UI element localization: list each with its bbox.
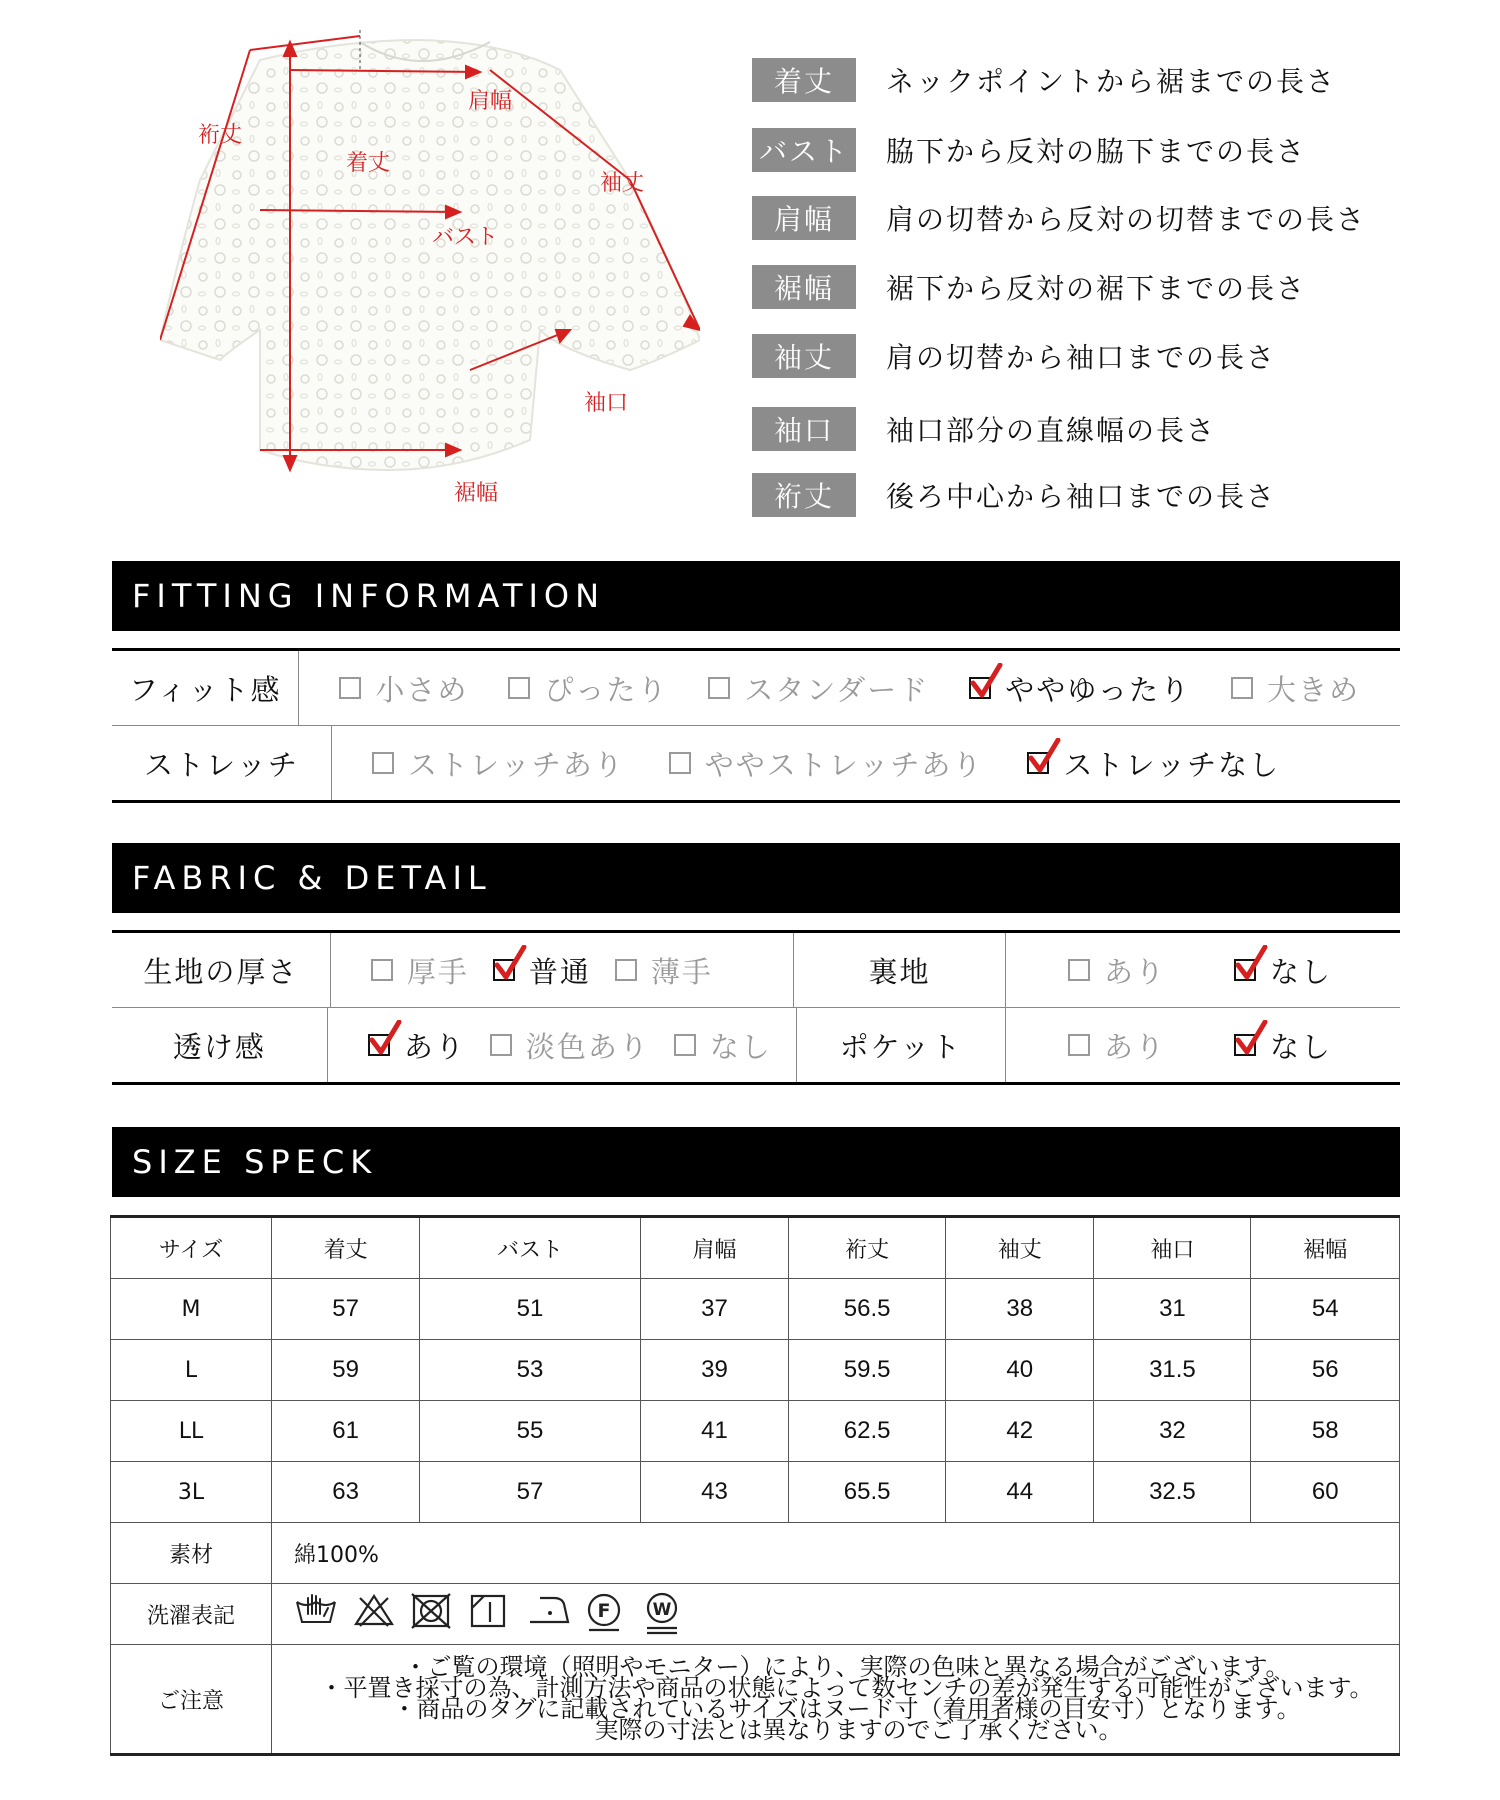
table-cell: 37 xyxy=(640,1279,788,1340)
legend-item xyxy=(752,473,1276,517)
option-item[interactable] xyxy=(708,668,929,709)
table-cell: 59.5 xyxy=(789,1340,946,1401)
wash-row xyxy=(111,1584,1400,1645)
option-label: 厚手 xyxy=(406,954,469,989)
legend-desc: 脇下から反対の脇下までの長さ xyxy=(886,135,1307,168)
checkbox[interactable] xyxy=(372,752,394,774)
notes-row xyxy=(111,1645,1400,1755)
option-label: あり xyxy=(403,1029,466,1064)
legend-desc: 肩の切替から反対の切替までの長さ xyxy=(886,203,1367,236)
table-cell: 61 xyxy=(272,1401,420,1462)
size-table xyxy=(110,1215,1400,1756)
legend-desc: 肩の切替から袖口までの長さ xyxy=(886,341,1277,374)
table-cell: LL xyxy=(111,1401,272,1462)
table-header-cell: バスト xyxy=(420,1217,641,1279)
iron-low-icon xyxy=(526,1592,570,1636)
option-label: 薄手 xyxy=(650,954,713,989)
section-title-size: SIZE SPECK xyxy=(112,1127,1400,1197)
stretch-label: ストレッチ xyxy=(112,726,332,800)
table-cell: M xyxy=(111,1279,272,1340)
thickness-options xyxy=(331,933,794,1007)
pocket-label: ポケット xyxy=(797,1008,1006,1082)
checked-checkbox[interactable] xyxy=(1234,959,1256,981)
table-cell: 55 xyxy=(420,1401,641,1462)
hand-wash-icon xyxy=(294,1592,338,1636)
table-cell: 39 xyxy=(640,1340,788,1401)
table-header-cell: 肩幅 xyxy=(640,1217,788,1279)
table-header-row xyxy=(111,1217,1400,1279)
fitting-table xyxy=(112,648,1400,803)
stretch-row xyxy=(112,725,1400,800)
checkbox[interactable] xyxy=(615,959,637,981)
table-cell: 60 xyxy=(1251,1462,1400,1523)
fit-options xyxy=(299,651,1400,725)
table-cell: L xyxy=(111,1340,272,1401)
legend-desc: ネックポイントから裾までの長さ xyxy=(886,65,1337,98)
red-check-icon xyxy=(1027,738,1061,774)
notes-label: ご注意 xyxy=(111,1645,272,1755)
no-bleach-icon xyxy=(352,1592,396,1636)
option-label: なし xyxy=(709,1029,772,1064)
option-label: 小さめ xyxy=(375,672,469,707)
section-title-fitting: FITTING INFORMATION xyxy=(112,561,1400,631)
legend-tag: 肩幅 xyxy=(752,196,856,240)
checkbox[interactable] xyxy=(371,959,393,981)
fabric-table xyxy=(112,930,1400,1085)
lining-options xyxy=(1006,933,1400,1007)
option-item[interactable] xyxy=(339,668,468,709)
legend-item xyxy=(752,334,1276,378)
label-kitake: 着丈 xyxy=(346,151,391,176)
svg-text:W: W xyxy=(652,1600,672,1620)
legend-desc: 袖口部分の直線幅の長さ xyxy=(886,414,1217,447)
red-check-icon xyxy=(969,663,1003,699)
table-header-cell: サイズ xyxy=(111,1217,272,1279)
table-cell: 53 xyxy=(420,1340,641,1401)
section-title-fabric-text: FABRIC & DETAIL xyxy=(132,859,492,897)
legend-desc: 後ろ中心から袖口までの長さ xyxy=(886,480,1277,513)
label-yukitake: 裄丈 xyxy=(198,123,243,148)
wash-icons-cell xyxy=(272,1584,1400,1645)
checkbox[interactable] xyxy=(339,677,361,699)
legend-tag: 裾幅 xyxy=(752,265,856,309)
lining-label: 裏地 xyxy=(794,933,1006,1007)
checked-checkbox[interactable] xyxy=(969,677,991,699)
option-item[interactable] xyxy=(1231,668,1360,709)
checked-checkbox[interactable] xyxy=(1027,752,1049,774)
legend-tag: 袖丈 xyxy=(752,334,856,378)
table-cell: 3L xyxy=(111,1462,272,1523)
option-item[interactable] xyxy=(372,743,625,784)
checkbox[interactable] xyxy=(490,1034,512,1056)
table-cell: 31.5 xyxy=(1094,1340,1251,1401)
table-header-cell: 裾幅 xyxy=(1251,1217,1400,1279)
table-cell: 65.5 xyxy=(789,1462,946,1523)
svg-text:F: F xyxy=(597,1600,611,1622)
option-item[interactable] xyxy=(493,950,591,991)
red-check-icon xyxy=(1234,1020,1268,1056)
checkbox[interactable] xyxy=(708,677,730,699)
legend-item xyxy=(752,196,1366,240)
checkbox[interactable] xyxy=(1068,1034,1090,1056)
table-cell: 57 xyxy=(420,1462,641,1523)
option-label: あり xyxy=(1103,1029,1166,1064)
no-tumble-dry-icon xyxy=(410,1592,454,1636)
wash-label: 洗濯表記 xyxy=(111,1584,272,1645)
thickness-label: 生地の厚さ xyxy=(112,933,331,1007)
table-cell: 63 xyxy=(272,1462,420,1523)
option-item[interactable] xyxy=(1068,950,1166,991)
checked-checkbox[interactable] xyxy=(368,1034,390,1056)
table-cell: 40 xyxy=(946,1340,1094,1401)
table-cell: 51 xyxy=(420,1279,641,1340)
option-item[interactable] xyxy=(371,950,469,991)
label-sodeguchi: 袖口 xyxy=(584,391,629,416)
material-label: 素材 xyxy=(111,1523,272,1584)
table-header-cell: 袖丈 xyxy=(946,1217,1094,1279)
red-check-icon xyxy=(368,1020,402,1056)
option-label: 淡色あり xyxy=(525,1029,650,1064)
legend-item xyxy=(752,58,1336,102)
table-cell: 32.5 xyxy=(1094,1462,1251,1523)
option-item[interactable] xyxy=(1068,1025,1166,1066)
checkbox[interactable] xyxy=(508,677,530,699)
table-row xyxy=(111,1462,1400,1523)
option-label: ぴったり xyxy=(544,672,669,707)
stretch-options xyxy=(332,726,1324,800)
note-line: ・商品のタグに記載されているサイズはヌード寸（着用者様の目安寸）となります。 xyxy=(392,1695,1301,1723)
checkbox[interactable] xyxy=(674,1034,696,1056)
table-cell: 54 xyxy=(1251,1279,1400,1340)
fit-label: フィット感 xyxy=(112,651,299,725)
checkbox[interactable] xyxy=(1068,959,1090,981)
table-cell: 59 xyxy=(272,1340,420,1401)
table-row xyxy=(111,1279,1400,1340)
table-header-cell: 袖口 xyxy=(1094,1217,1251,1279)
option-item[interactable] xyxy=(1234,950,1332,991)
note-line: ・平置き採寸の為、計測方法や商品の状態によって数センチの差が発生する可能性がございます。 xyxy=(319,1674,1374,1702)
wet-clean-w-icon xyxy=(642,1592,686,1636)
section-title-fabric xyxy=(112,843,1400,913)
table-cell: 43 xyxy=(640,1462,788,1523)
checkbox[interactable] xyxy=(1231,677,1253,699)
table-cell: 58 xyxy=(1251,1401,1400,1462)
option-item[interactable] xyxy=(669,743,984,784)
pocket-options xyxy=(1006,1008,1400,1082)
label-susohaba: 裾幅 xyxy=(454,481,499,506)
option-label: なし xyxy=(1269,954,1332,989)
material-value: 綿100% xyxy=(272,1523,1400,1584)
sheer-options xyxy=(328,1008,797,1082)
note-line: ・ご覧の環境（照明やモニター）により、実際の色味と異なる場合がございます。 xyxy=(403,1653,1290,1681)
option-label: ストレッチなし xyxy=(1063,747,1281,782)
legend-desc: 裾下から反対の裾下までの長さ xyxy=(886,272,1307,305)
red-check-icon xyxy=(493,945,527,981)
table-row xyxy=(111,1401,1400,1462)
label-katahaba: 肩幅 xyxy=(468,89,513,114)
table-cell: 42 xyxy=(946,1401,1094,1462)
option-label: あり xyxy=(1103,954,1166,989)
option-item[interactable] xyxy=(615,950,713,991)
option-label: なし xyxy=(1269,1029,1332,1064)
table-row xyxy=(111,1340,1400,1401)
option-item[interactable] xyxy=(368,1025,466,1066)
notes-cell xyxy=(272,1645,1400,1755)
checkbox[interactable] xyxy=(669,752,691,774)
table-header-cell: 着丈 xyxy=(272,1217,420,1279)
option-item[interactable] xyxy=(969,668,1191,709)
table-cell: 38 xyxy=(946,1279,1094,1340)
fit-row xyxy=(112,651,1400,725)
option-label: ややゆったり xyxy=(1005,672,1191,707)
legend-item xyxy=(752,265,1306,309)
table-cell: 56.5 xyxy=(789,1279,946,1340)
dry-clean-f-icon xyxy=(584,1592,628,1636)
legend-tag: バスト xyxy=(752,128,856,172)
table-cell: 44 xyxy=(946,1462,1094,1523)
blouse-illustration xyxy=(160,30,700,510)
line-dry-shade-icon xyxy=(468,1592,512,1636)
option-item[interactable] xyxy=(508,668,668,709)
option-item[interactable] xyxy=(1234,1025,1332,1066)
option-label: ややストレッチあり xyxy=(704,747,984,782)
option-item[interactable] xyxy=(674,1025,772,1066)
garment-diagram xyxy=(160,30,700,510)
option-label: ストレッチあり xyxy=(408,747,625,782)
option-item[interactable] xyxy=(490,1025,650,1066)
option-item[interactable] xyxy=(1027,743,1280,784)
table-cell: 41 xyxy=(640,1401,788,1462)
table-cell: 31 xyxy=(1094,1279,1251,1340)
legend-tag: 袖口 xyxy=(752,407,856,451)
sheer-label: 透け感 xyxy=(112,1008,328,1082)
label-sodetake: 袖丈 xyxy=(600,171,645,196)
fabric-row-2 xyxy=(112,1007,1400,1082)
table-cell: 62.5 xyxy=(789,1401,946,1462)
legend-item xyxy=(752,128,1306,172)
red-check-icon xyxy=(1234,945,1268,981)
checked-checkbox[interactable] xyxy=(493,959,515,981)
table-cell: 56 xyxy=(1251,1340,1400,1401)
note-line: 実際の寸法とは異なりますのでご了承ください。 xyxy=(570,1716,1123,1744)
table-header-cell: 裄丈 xyxy=(789,1217,946,1279)
table-cell: 57 xyxy=(272,1279,420,1340)
legend-item xyxy=(752,407,1216,451)
option-label: 普通 xyxy=(528,954,591,989)
fabric-row-1 xyxy=(112,933,1400,1007)
material-row xyxy=(111,1523,1400,1584)
option-label: スタンダード xyxy=(744,672,930,707)
table-cell: 32 xyxy=(1094,1401,1251,1462)
option-label: 大きめ xyxy=(1266,672,1360,707)
legend-tag: 着丈 xyxy=(752,58,856,102)
legend-tag: 裄丈 xyxy=(752,473,856,517)
checked-checkbox[interactable] xyxy=(1234,1034,1256,1056)
label-bust: バスト xyxy=(432,225,499,250)
